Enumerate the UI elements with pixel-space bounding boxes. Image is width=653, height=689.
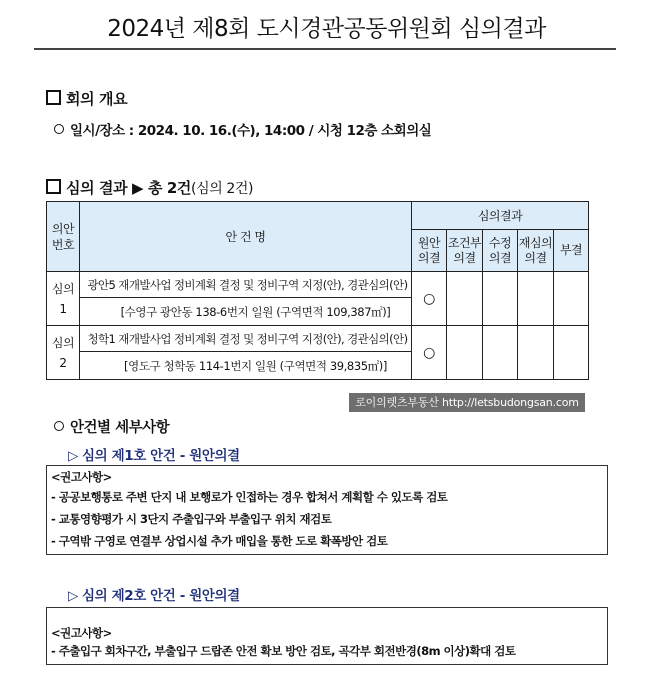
col-header-result-group: 심의결과 xyxy=(412,202,589,230)
checkbox-square-icon xyxy=(46,179,61,194)
col-header-no: 의안 번호 xyxy=(47,202,80,272)
result-mark: ○ xyxy=(412,272,447,326)
notes-label: <권고사항> xyxy=(51,470,112,484)
result-mark xyxy=(518,272,554,326)
col-header-result: 재심의 의결 xyxy=(518,230,554,272)
item1-notes xyxy=(46,465,608,555)
note-line: - 구역밖 구영로 연결부 상업시설 추가 매입을 통한 도로 확폭방안 검토 xyxy=(51,534,388,548)
result-mark xyxy=(447,326,483,380)
row-address: [수영구 광안동 138-6번지 일원 (구역면적 109,387㎡)] xyxy=(80,298,412,326)
checkbox-square-icon xyxy=(46,90,61,105)
table-row xyxy=(47,326,589,352)
row-address: [영도구 청학동 114-1번지 일원 (구역면적 39,835㎡)] xyxy=(80,352,412,380)
result-mark: ○ xyxy=(412,326,447,380)
note-line: - 교통영향평가 시 3단지 주출입구와 부출입구 위치 재검토 xyxy=(51,512,332,526)
col-header-result: 원안 의결 xyxy=(412,230,447,272)
row-title: 광안5 재개발사업 정비계획 결정 및 정비구역 지정(안), 경관심의(안) xyxy=(80,272,412,298)
result-mark xyxy=(447,272,483,326)
col-header-result: 수정 의결 xyxy=(483,230,518,272)
result-mark xyxy=(554,326,589,380)
col-header-result: 조건부 의결 xyxy=(447,230,483,272)
overview-heading xyxy=(46,88,127,109)
notes-label: <권고사항> xyxy=(51,626,112,640)
row-no: 심의 2 xyxy=(47,326,80,380)
note-line: - 공공보행통로 주변 단지 내 보행로가 인접하는 경우 합쳐서 계획할 수 있도록 검토 xyxy=(51,490,448,504)
overview-schedule xyxy=(54,119,431,139)
col-header-name: 안 건 명 xyxy=(80,202,412,272)
results-heading-sub: (심의 2건) xyxy=(191,181,254,197)
item2-heading-text: 심의 제2호 안건 - 원안의결 xyxy=(81,588,240,604)
page-title: 2024년 제8회 도시경관공동위원회 심의결과 xyxy=(107,16,546,42)
result-mark xyxy=(554,272,589,326)
details-heading xyxy=(54,416,169,437)
overview-heading-text: 회의 개요 xyxy=(66,90,128,108)
note-line: - 주출입구 회차구간, 부출입구 드랍존 안전 확보 방안 검토, 곡각부 회전반경(8m 이상)확대 검토 xyxy=(51,644,516,658)
col-header-result: 부결 xyxy=(554,230,589,272)
circle-bullet-icon xyxy=(54,421,64,431)
result-mark xyxy=(483,272,518,326)
title-underline xyxy=(34,48,616,50)
details-heading-text: 안건별 세부사항 xyxy=(70,420,170,436)
result-mark xyxy=(483,326,518,380)
triangle-right-icon: ▷ xyxy=(68,588,78,604)
row-no: 심의 1 xyxy=(47,272,80,326)
table-row xyxy=(47,272,589,298)
schedule-text: 일시/장소 : 2024. 10. 16.(수), 14:00 / 시청 12층 소회의실 xyxy=(70,123,432,139)
item1-heading-text: 심의 제1호 안건 - 원안의결 xyxy=(81,448,240,464)
item2-notes xyxy=(46,607,608,665)
item1-heading xyxy=(68,444,240,464)
row-title: 청학1 재개발사업 정비계획 결정 및 정비구역 지정(안), 경관심의(안) xyxy=(80,326,412,352)
item2-heading xyxy=(68,584,240,604)
triangle-right-icon: ▷ xyxy=(68,448,78,464)
results-table xyxy=(46,201,589,380)
watermark: 로이의렛츠부동산 http://letsbudongsan.com xyxy=(349,393,585,412)
circle-bullet-icon xyxy=(54,124,64,134)
results-heading xyxy=(46,177,253,198)
result-mark xyxy=(518,326,554,380)
results-heading-main: 심의 결과 ▶ 총 2건 xyxy=(66,179,192,197)
